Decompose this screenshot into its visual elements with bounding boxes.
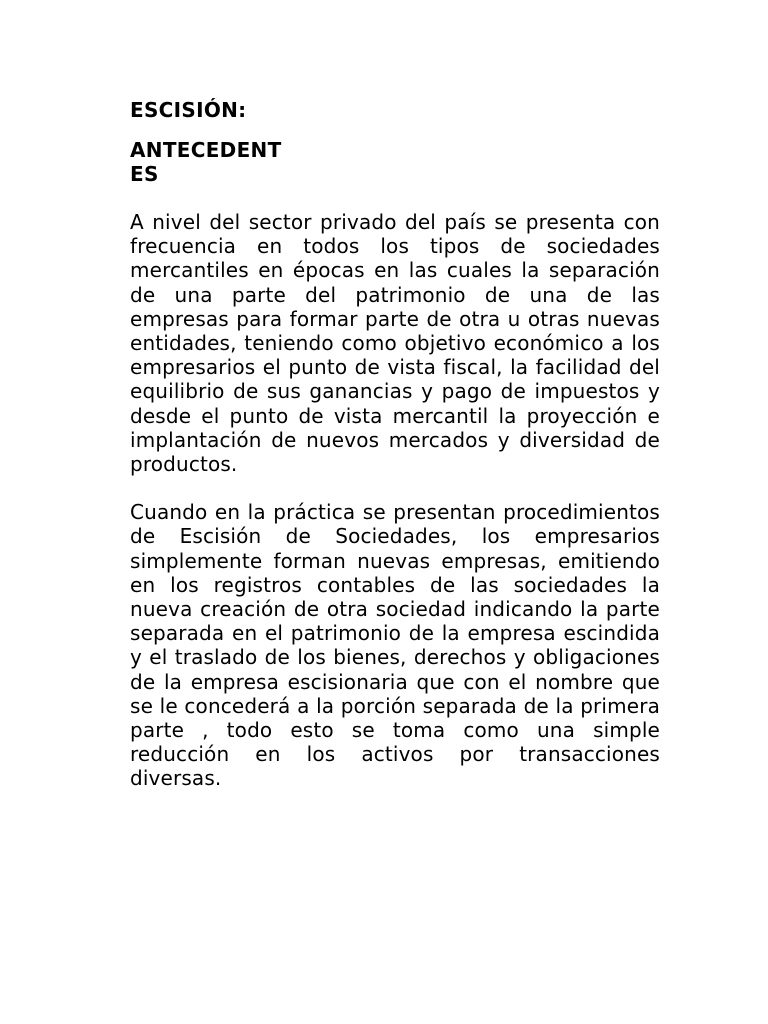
paragraph-1: A nivel del sector privado del país se presenta con frecuencia en todos los tipos de sociedades mercantiles en épocas en las cuales la separación de una parte del patrimonio de una de las empresas para formar parte de otra u otras nuevas entidades, teniendo como objetivo económico a los empresarios el punto de vista fiscal, la facilidad del equilibrio de sus ganancias y pago de impuestos y desde el punto de vista mercantil la proyección e implantación de nuevos mercados y diversidad de productos. [130,210,660,477]
document-page [130,98,660,815]
document-subtitle: ANTECEDENTES [130,138,282,186]
document-title: ESCISIÓN: [130,98,247,122]
paragraph-2: Cuando en la práctica se presentan procedimientos de Escisión de Sociedades, los empresarios simplemente forman nuevas empresas, emitiendo en los registros contables de las sociedades la nueva creación de otra sociedad indicando la parte separada en el patrimonio de la empresa escindida y el traslado de los bienes, derechos y obligaciones de la empresa escisionaria que con el nombre que se le concederá a la porción separada de la primera parte , todo esto se toma como una simple reducción en los activos por transacciones diversas. [130,500,660,791]
